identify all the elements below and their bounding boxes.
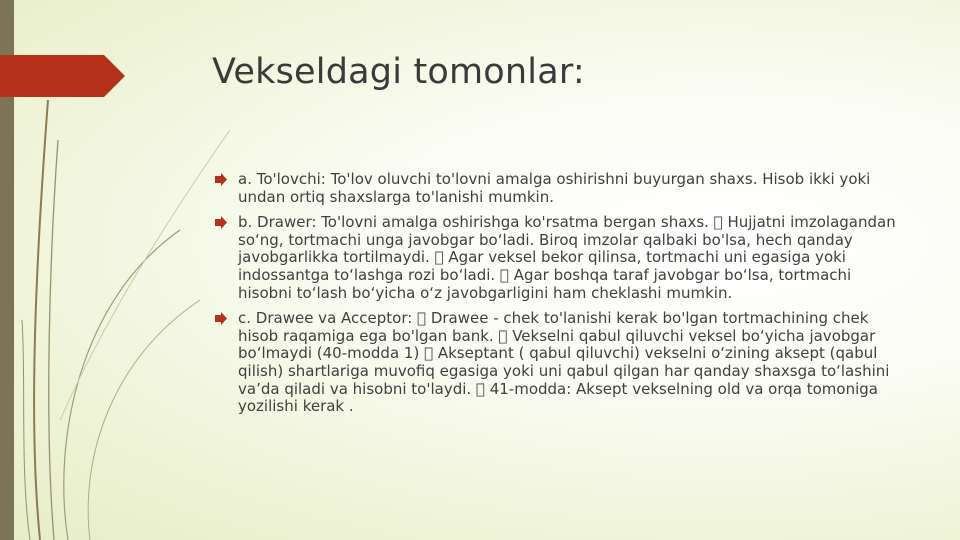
arrow-right-icon bbox=[214, 310, 228, 327]
bullet-item bbox=[214, 214, 904, 302]
slide-title: Vekseldagi tomonlar: bbox=[212, 52, 585, 92]
arrow-right-icon bbox=[214, 171, 228, 188]
bullet-text: a. To'lovchi: To'lov oluvchi to'lovni amalga oshirishni buyurgan shaxs. Hisob ikki yoki undan ortiq shaxslarga to'lanishi mumkin. bbox=[238, 170, 871, 206]
bullet-list bbox=[214, 171, 904, 424]
bullet-item bbox=[214, 171, 904, 206]
bullet-text: c. Drawee va Acceptor: Drawee - chek to'lanishi kerak bo'lgan tortmachining chek hisob raqamiga ega bo'lgan bank. Vekselni qabul qiluvchi veksel bo‘yicha javobgar bo‘lmaydi (40-modda 1) Akseptant ( qabul qiluvchi) vekselni o‘zining aksept (qabul qilish) shartlariga muvofiq egasiga yoki uni qabul qilgan har qanday shaxsga to‘lashini va’da qiladi va hisobni to'laydi. 41-modda: Aksept vekselning old va orqa tomoniga yozilishi kerak . bbox=[238, 309, 900, 416]
bullet-text: b. Drawer: To'lovni amalga oshirishga ko'rsatma bergan shaxs. Hujjatni imzolagandan so‘ng, tortmachi unga javobgar bo‘ladi. Biroq imzolar qalbaki bo'lsa, hech qanday javobgarlikka tortilmaydi. Agar veksel bekor qilinsa, tortmachi uni egasiga yoki indossantga to‘lashga rozi bo‘ladi. Agar boshqa taraf javobgar bo‘lsa, tortmachi hisobni to‘lash bo‘yicha o‘z javobgarligini ham cheklashi mumkin. bbox=[238, 213, 897, 302]
arrow-right-icon bbox=[214, 214, 228, 231]
arrow-tab-icon bbox=[0, 55, 125, 97]
bullet-item bbox=[214, 310, 904, 416]
